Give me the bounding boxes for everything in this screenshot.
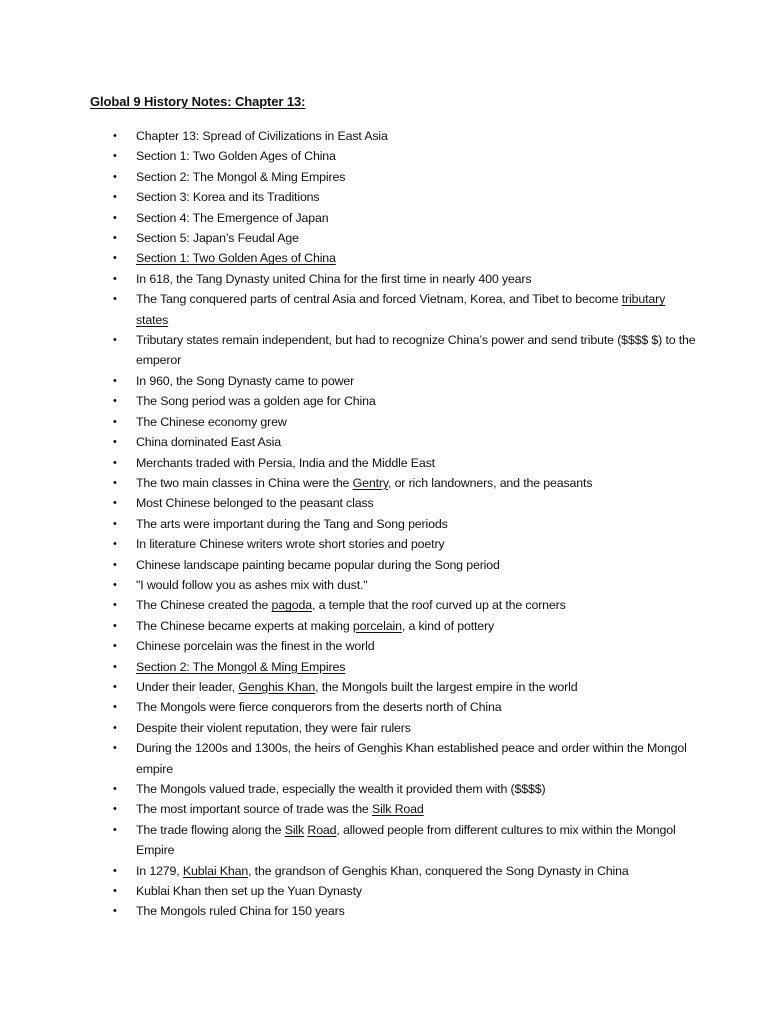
list-item bbox=[0, 453, 768, 473]
list-item-text bbox=[136, 476, 592, 490]
list-item-text: Merchants traded with Persia, India and the Middle East bbox=[136, 455, 435, 470]
text-segment: , or rich landowners, and the peasants bbox=[387, 475, 593, 490]
list-item bbox=[0, 432, 768, 452]
bullet-icon: • bbox=[113, 150, 117, 163]
bullet-icon: • bbox=[113, 701, 117, 714]
document-title bbox=[90, 94, 305, 109]
list-item-text: Section 5: Japan’s Feudal Age bbox=[136, 231, 299, 246]
bullet-icon: • bbox=[113, 783, 117, 795]
text-segment: The Chinese created the bbox=[136, 598, 272, 613]
bullet-icon: • bbox=[113, 599, 117, 612]
list-item bbox=[0, 616, 768, 636]
bullet-icon: • bbox=[113, 395, 117, 408]
bullet-icon: • bbox=[113, 578, 117, 591]
list-item bbox=[0, 718, 768, 738]
list-item bbox=[0, 779, 768, 799]
bullet-icon: • bbox=[113, 130, 117, 142]
list-item-text: In literature Chinese writers wrote short stories and poetry bbox=[136, 537, 445, 552]
list-item-text: The Mongols valued trade, especially the wealth it provided them with ($$$$) bbox=[136, 782, 546, 796]
list-item bbox=[0, 167, 768, 187]
list-item-text: Section 2: The Mongol & Ming Empires bbox=[136, 169, 346, 184]
list-item-text: The Mongols were fierce conquerors from the deserts north of China bbox=[136, 700, 502, 715]
bullet-icon: • bbox=[113, 191, 117, 204]
key-term: Silk bbox=[284, 822, 305, 837]
list-item-text bbox=[136, 823, 676, 857]
bullet-icon: • bbox=[113, 905, 117, 918]
bullet-icon: • bbox=[113, 497, 117, 510]
bullet-icon: • bbox=[113, 742, 117, 755]
bullet-icon: • bbox=[113, 211, 117, 224]
list-item-text: Section 2: The Mongol & Ming Empires bbox=[136, 659, 346, 674]
text-segment: The Tang conquered parts of central Asia and forced Vietnam, Korea, and Tibet to become bbox=[136, 292, 622, 307]
list-item-text: During the 1200s and 1300s, the heirs of Genghis Khan established peace and order within the Mongol empire bbox=[136, 741, 687, 776]
document-title-text: Global 9 History Notes: Chapter 13: bbox=[90, 94, 306, 109]
bullet-icon: • bbox=[113, 864, 117, 877]
list-item bbox=[0, 636, 768, 656]
list-item-text: Section 3: Korea and its Traditions bbox=[136, 190, 320, 205]
list-item-text bbox=[136, 864, 629, 878]
list-item bbox=[0, 473, 768, 493]
text-segment: Under their leader, bbox=[136, 679, 239, 694]
list-item bbox=[0, 187, 768, 207]
list-item bbox=[0, 697, 768, 717]
list-item bbox=[0, 881, 768, 901]
list-item-text bbox=[136, 598, 566, 612]
text-segment: , a temple that the roof curved up at the corners bbox=[312, 598, 566, 613]
bullet-icon: • bbox=[113, 517, 117, 530]
text-segment: The trade flowing along the bbox=[136, 822, 285, 837]
list-item-text bbox=[136, 619, 494, 633]
list-item-text bbox=[136, 292, 665, 326]
text-segment: , the Mongols built the largest empire in the world bbox=[315, 679, 578, 694]
list-item-text: Kublai Khan then set up the Yuan Dynasty bbox=[136, 884, 362, 899]
list-item-text bbox=[136, 802, 424, 816]
list-item bbox=[0, 269, 768, 289]
bullet-icon: • bbox=[113, 272, 117, 285]
bullet-icon: • bbox=[113, 415, 117, 428]
list-item-text: The Mongols ruled China for 150 years bbox=[136, 904, 345, 919]
list-item-text: The arts were important during the Tang and Song periods bbox=[136, 516, 448, 531]
text-segment: , allowed people from different cultures to mix within the Mongol Empire bbox=[136, 822, 676, 858]
list-item-text: Chinese landscape painting became popular during the Song period bbox=[136, 557, 500, 572]
bullet-icon: • bbox=[113, 803, 117, 816]
bullet-icon: • bbox=[113, 293, 117, 306]
list-item bbox=[0, 738, 768, 779]
list-item-text: China dominated East Asia bbox=[136, 435, 282, 450]
list-item bbox=[0, 514, 768, 534]
bullet-icon: • bbox=[113, 558, 117, 571]
list-item-text: Most Chinese belonged to the peasant class bbox=[136, 496, 374, 511]
list-item bbox=[0, 575, 768, 595]
list-item bbox=[0, 391, 768, 411]
list-item-text: The Song period was a golden age for China bbox=[136, 394, 376, 409]
text-segment: , a kind of pottery bbox=[401, 618, 495, 633]
bullet-icon: • bbox=[113, 823, 117, 836]
list-item bbox=[0, 126, 768, 146]
list-item-text: In 618, the Tang Dynasty united China for the first time in nearly 400 years bbox=[136, 271, 532, 286]
list-item-text bbox=[136, 680, 577, 694]
list-item bbox=[0, 555, 768, 575]
text-segment: The two main classes in China were the bbox=[136, 475, 353, 490]
key-term: tributary states bbox=[136, 292, 666, 327]
list-item-text: Chinese porcelain was the finest in the world bbox=[136, 639, 375, 654]
key-term: Kublai Khan bbox=[182, 863, 249, 878]
list-item bbox=[0, 371, 768, 391]
bullet-icon: • bbox=[113, 170, 117, 183]
bullet-icon: • bbox=[113, 640, 117, 653]
list-item bbox=[0, 861, 768, 881]
section-heading-item bbox=[0, 248, 768, 268]
bullet-icon: • bbox=[113, 252, 117, 265]
text-segment: , the grandson of Genghis Khan, conquered the Song Dynasty in China bbox=[248, 863, 629, 878]
list-item-text: Section 4: The Emergence of Japan bbox=[136, 210, 329, 225]
list-item bbox=[0, 228, 768, 248]
list-item bbox=[0, 534, 768, 554]
key-term: Genghis Khan bbox=[238, 679, 316, 694]
key-term: Gentry bbox=[352, 475, 388, 490]
key-term: Silk Road bbox=[371, 802, 424, 817]
bullet-icon: • bbox=[113, 721, 117, 734]
bullet-icon: • bbox=[113, 476, 117, 489]
bullet-icon: • bbox=[113, 436, 117, 449]
bullet-icon: • bbox=[113, 232, 117, 245]
key-term: Road bbox=[307, 822, 337, 837]
bullet-icon: • bbox=[113, 334, 117, 347]
list-item bbox=[0, 412, 768, 432]
list-item-text: In 960, the Song Dynasty came to power bbox=[136, 373, 355, 388]
bullet-icon: • bbox=[113, 538, 117, 551]
list-item-text: Section 1: Two Golden Ages of China bbox=[136, 149, 336, 164]
bullet-icon: • bbox=[113, 680, 117, 693]
key-term: pagoda bbox=[271, 598, 312, 613]
list-item bbox=[0, 146, 768, 166]
list-item bbox=[0, 901, 768, 921]
list-item-text: Section 1: Two Golden Ages of China bbox=[136, 251, 336, 266]
bullet-icon: • bbox=[113, 619, 117, 632]
bullet-icon: • bbox=[113, 456, 117, 469]
list-item bbox=[0, 330, 768, 371]
list-item-text: Despite their violent reputation, they were fair rulers bbox=[136, 720, 411, 735]
list-item bbox=[0, 820, 768, 861]
list-item-text: The Chinese economy grew bbox=[136, 414, 287, 429]
key-term: porcelain bbox=[352, 618, 402, 633]
bullet-icon: • bbox=[113, 660, 117, 673]
list-item-text: Chapter 13: Spread of Civilizations in East Asia bbox=[136, 129, 388, 143]
notes-list bbox=[0, 126, 768, 922]
list-item bbox=[0, 493, 768, 513]
text-segment: The most important source of trade was the bbox=[136, 802, 372, 817]
list-item bbox=[0, 677, 768, 697]
text-segment: The Chinese became experts at making bbox=[136, 618, 353, 633]
text-segment: In 1279, bbox=[136, 863, 183, 878]
list-item-text: Tributary states remain independent, but had to recognize China’s power and send tribute ($$$$ $) to the emperor bbox=[136, 333, 696, 368]
list-item bbox=[0, 799, 768, 819]
list-item-text: "I would follow you as ashes mix with dust." bbox=[136, 577, 368, 592]
bullet-icon: • bbox=[113, 885, 117, 898]
list-item bbox=[0, 595, 768, 615]
list-item bbox=[0, 208, 768, 228]
bullet-icon: • bbox=[113, 374, 117, 387]
list-item bbox=[0, 289, 768, 330]
section-heading-item bbox=[0, 657, 768, 677]
